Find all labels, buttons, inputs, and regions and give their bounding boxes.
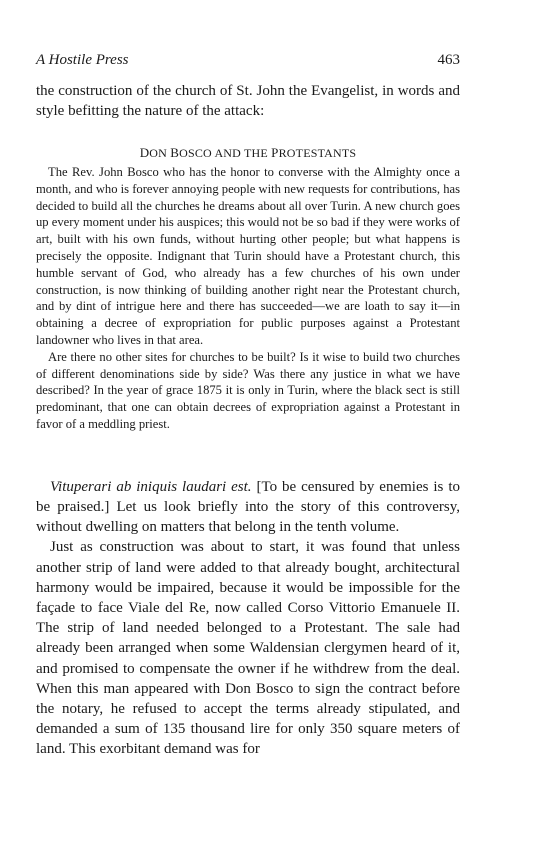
title-cap-b: B (170, 145, 180, 160)
title-part-2: OSCO AND THE (179, 146, 272, 160)
quoted-article-title (36, 145, 460, 161)
running-title: A Hostile Press (36, 52, 129, 68)
page-header (36, 52, 460, 74)
title-part-3: ROTESTANTS (278, 146, 357, 160)
body-paragraph: Just as construction was about to start, it was found that unless another strip of land were added to that already bought, architectural harmony would be impaired, because it would be impossible for the façade to face Viale del Re, now called Corso Vittorio Emanuele II. The strip of land needed belonged to a Protestant. The sale had already been arranged when some Waldensian clergymen heard of it, and promised to compensate the owner if he withdrew from the deal. When this man appeared with Don Bosco to sign the contract before the notary, he refused to accept the terms already stipulated, and demanded a sum of 135 thousand lire for only 350 square meters of land. This exorbitant demand was for (36, 539, 460, 758)
lead-paragraph: the construction of the church of St. John the Evangelist, in words and style befitting the nature of the attack: (36, 83, 460, 119)
quote-paragraph: The Rev. John Bosco who has the honor to converse with the Almighty once a month, and who is forever annoying people with new requests for contributions, has decided to build all the churches he dreams about all over Turin. A new church goes up every moment under his auspices; this would not be so bad if they were works of art, built with his own funds, without hurting other people; but what happens is precisely the opposite. Indignant that Turin should have a Protestant church, this humble servant of God, who already has a few churches of his own under construction, is now thinking of building another right near the Protestant church, and by dint of intrigue here and there has succeeded—we are loath to say it—in obtaining a decree of expropriation for public purposes against a Protestant landowner who lives in that area. (36, 165, 460, 347)
quote-paragraph: Are there no other sites for churches to be built? Is it wise to build two churches of different denominations side by side? Was there any justice in what we have described? In the year of grace 1875 it is only in Turin, where the black sect is still predominant, that one can obtain decrees of expropriation against a Protestant in favor of a meddling priest. (36, 349, 460, 431)
body-text (36, 477, 460, 760)
body-paragraph-text: [To be censured by enemies is to be praised.] Let us look briefly into the story of this controversy, without dwelling on matters that belong in the tenth volume. (36, 478, 460, 536)
quoted-article (36, 164, 460, 433)
latin-quotation: Vituperari ab iniquis laudari est. (50, 478, 252, 495)
page-number: 463 (437, 52, 460, 68)
book-page (36, 52, 460, 760)
title-cap-d: D (139, 145, 150, 160)
body-paragraph (36, 477, 460, 538)
title-cap-p: P (271, 145, 279, 160)
title-part-1: ON (149, 146, 171, 160)
